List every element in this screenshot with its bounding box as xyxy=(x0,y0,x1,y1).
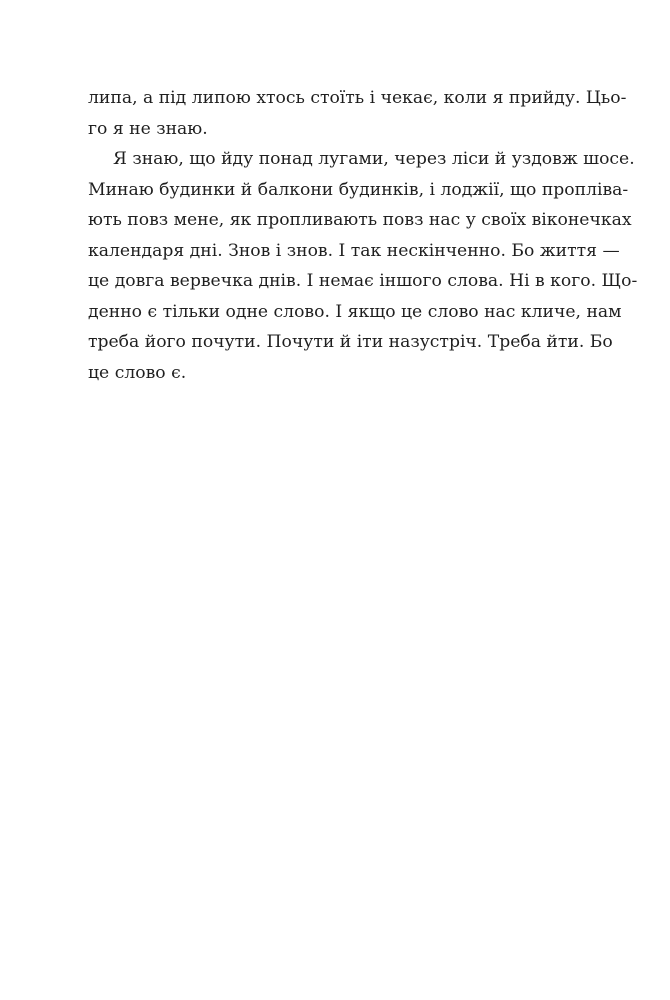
text-line: денно є тільки одне слово. І якщо це слово нас кличе, нам xyxy=(88,301,622,322)
text-line: треба його почути. Почути й іти назустріч. Треба йти. Бо xyxy=(88,332,613,352)
text-line: Минаю будинки й балкони будинків, і лоджії, що пропліва- xyxy=(88,179,629,200)
text-line: це довга вервечка днів. І немає іншого слова. Ні в кого. Що- xyxy=(88,271,638,291)
text-line: Я знаю, що йду понад лугами, через ліси й уздовж шосе. xyxy=(113,149,635,169)
text-line: це слово є. xyxy=(88,362,187,383)
text-line: ють повз мене, як пропливають повз нас у своїх віконечках xyxy=(88,210,632,230)
text-line: календаря дні. Знов і знов. І так нескінченно. Бо життя — xyxy=(88,240,620,261)
body-text xyxy=(88,83,638,388)
text-line: го я не знаю. xyxy=(88,118,208,139)
text-line: липа, а під липою хтось стоїть і чекає, коли я прийду. Цьо- xyxy=(88,88,627,108)
